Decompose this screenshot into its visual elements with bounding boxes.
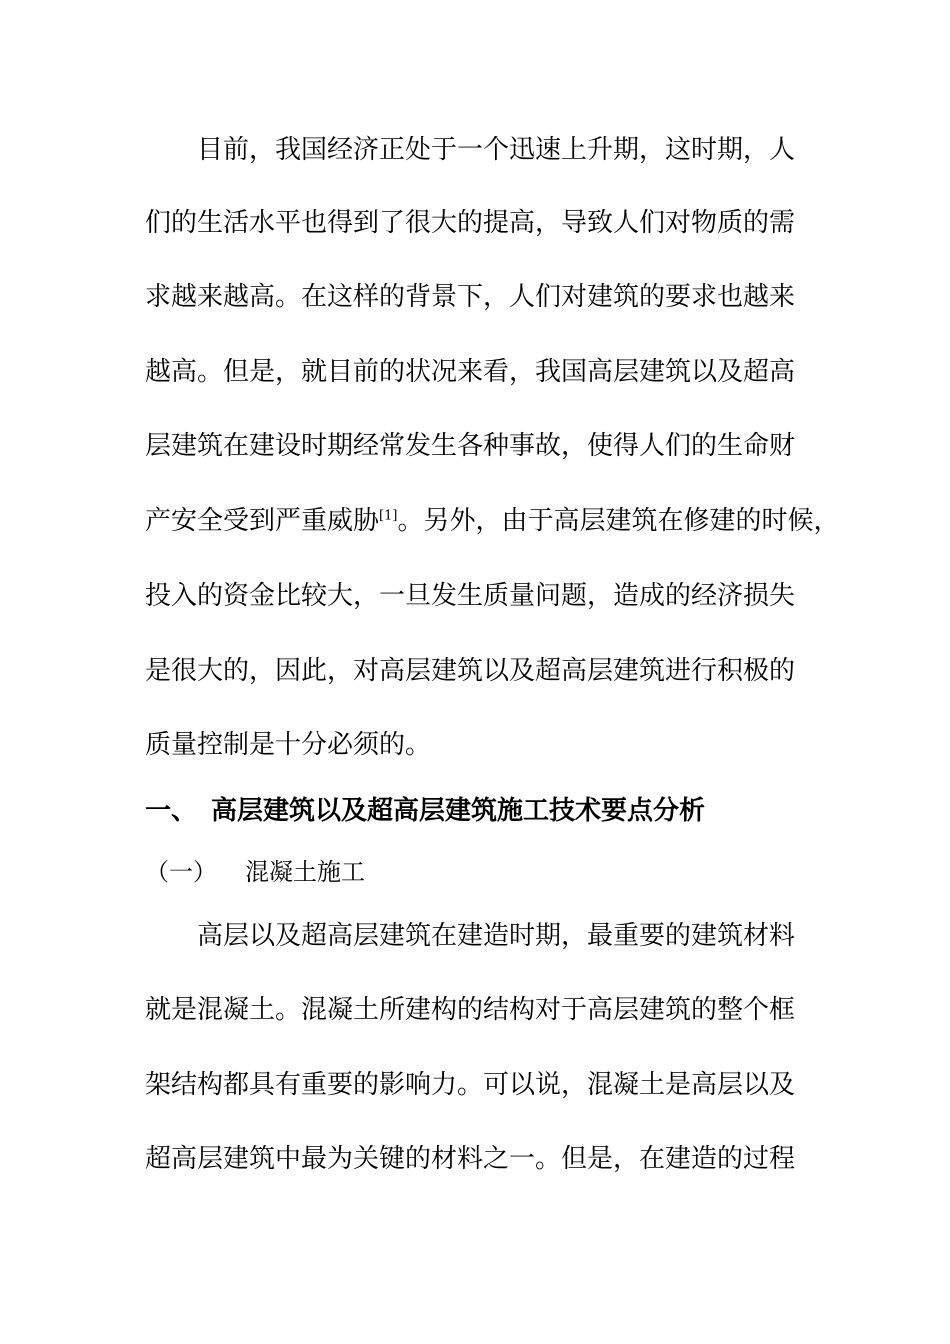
citation-ref: [1] [379, 508, 398, 524]
subsection-title: 混凝土施工 [245, 858, 365, 886]
paragraph1-line-4: 越高。但是，就目前的状况来看，我国高层建筑以及超高 [145, 357, 796, 387]
paragraph1-line-1: 目前，我国经济正处于一个迅速上升期，这时期，人 [197, 135, 796, 165]
paragraph1-line-6-text-b: 。另外，由于高层建筑在修建的时候， [397, 506, 840, 536]
paragraph2-line-3: 架结构都具有重要的影响力。可以说，混凝土是高层以及 [145, 1070, 796, 1100]
section-title: 高层建筑以及超高层建筑施工技术要点分析 [211, 796, 706, 826]
paragraph1-line-6 [145, 505, 839, 537]
subsection-heading [145, 857, 365, 887]
paragraph1-line-5: 层建筑在建设时期经常发生各种事故，使得人们的生命财 [145, 431, 796, 461]
section-number: 一、 [145, 796, 198, 826]
section-heading [145, 795, 705, 827]
paragraph2-line-4: 超高层建筑中最为关键的材料之一。但是，在建造的过程 [145, 1144, 796, 1174]
paragraph1-line-6-text-a: 产安全受到严重威胁 [145, 506, 380, 536]
paragraph1-line-2: 们的生活水平也得到了很大的提高，导致人们对物质的需 [145, 208, 796, 238]
paragraph2-line-2: 就是混凝土。混凝土所建构的结构对于高层建筑的整个框 [145, 995, 796, 1025]
paragraph1-line-7: 投入的资金比较大，一旦发生质量问题，造成的经济损失 [145, 581, 796, 611]
paragraph1-line-8: 是很大的，因此，对高层建筑以及超高层建筑进行积极的 [145, 656, 796, 686]
paragraph2-line-1: 高层以及超高层建筑在建造时期，最重要的建筑材料 [197, 921, 796, 951]
subsection-number: （一） [145, 858, 217, 886]
paragraph1-line-3: 求越来越高。在这样的背景下，人们对建筑的要求也越来 [145, 282, 796, 312]
paragraph1-line-9: 质量控制是十分必须的。 [145, 730, 432, 760]
